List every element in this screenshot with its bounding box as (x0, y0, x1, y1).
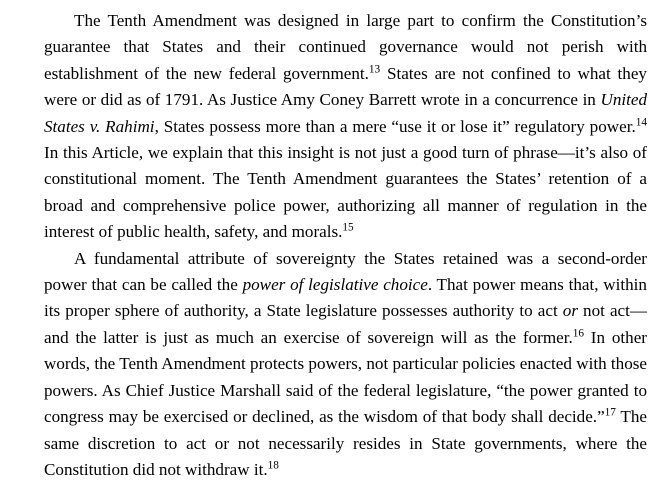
footnote-marker: 15 (342, 221, 354, 234)
text-run: . That power means that, within its proper sphere of authority, a State legislature possesses authority to act (44, 275, 647, 321)
document-body (44, 8, 647, 483)
footnote-marker: 18 (267, 459, 279, 472)
text-run: In this Article, we explain that this insight is not just a good turn of phrase—it’s also of constitutional moment. The Tenth Amendment guarantees the States’ retention of a broad and comprehensive police power, authorizing all manner of regulation in the interest of public health, safety, and morals. (44, 143, 647, 242)
italic-phrase: United States v. Rahimi (44, 90, 647, 136)
paragraph-2 (44, 246, 647, 483)
italic-phrase: or (562, 301, 578, 321)
italic-phrase: power of legislative choice (242, 275, 428, 295)
footnote-marker: 13 (368, 63, 381, 76)
footnote-marker: 14 (635, 115, 647, 128)
text-run: In other words, the Tenth Amendment protects powers, not particular policies enacted with those powers. As Chief Justice Marshall said of the federal legislature, “the power granted to congress may be exercised or declined, as the wisdom of that body shall decide.” (44, 327, 647, 427)
text-run: The Tenth Amendment was designed in large part to confirm the Constitution’s guarantee that States and their continued governance would not perish with establishment of the new federal government. (44, 11, 647, 83)
text-run: A fundamental attribute of sovereignty the States retained was a second-order power that can be called the (44, 248, 647, 295)
footnote-marker: 17 (604, 406, 616, 419)
footnote-marker: 16 (572, 327, 584, 340)
paragraph-1 (44, 8, 647, 246)
text-run: not act—and the latter is just as much an exercise of sovereign will as the former. (44, 301, 647, 347)
text-run: States are not confined to what they were or did as of 1791. As Justice Amy Coney Barrett wrote in a concurrence in (44, 63, 647, 110)
text-run: , States possess more than a mere “use it or lose it” regulatory power. (154, 116, 636, 136)
text-run: The same discretion to act or not necessarily resides in State governments, where the Constitution did not withdraw it. (44, 407, 647, 479)
